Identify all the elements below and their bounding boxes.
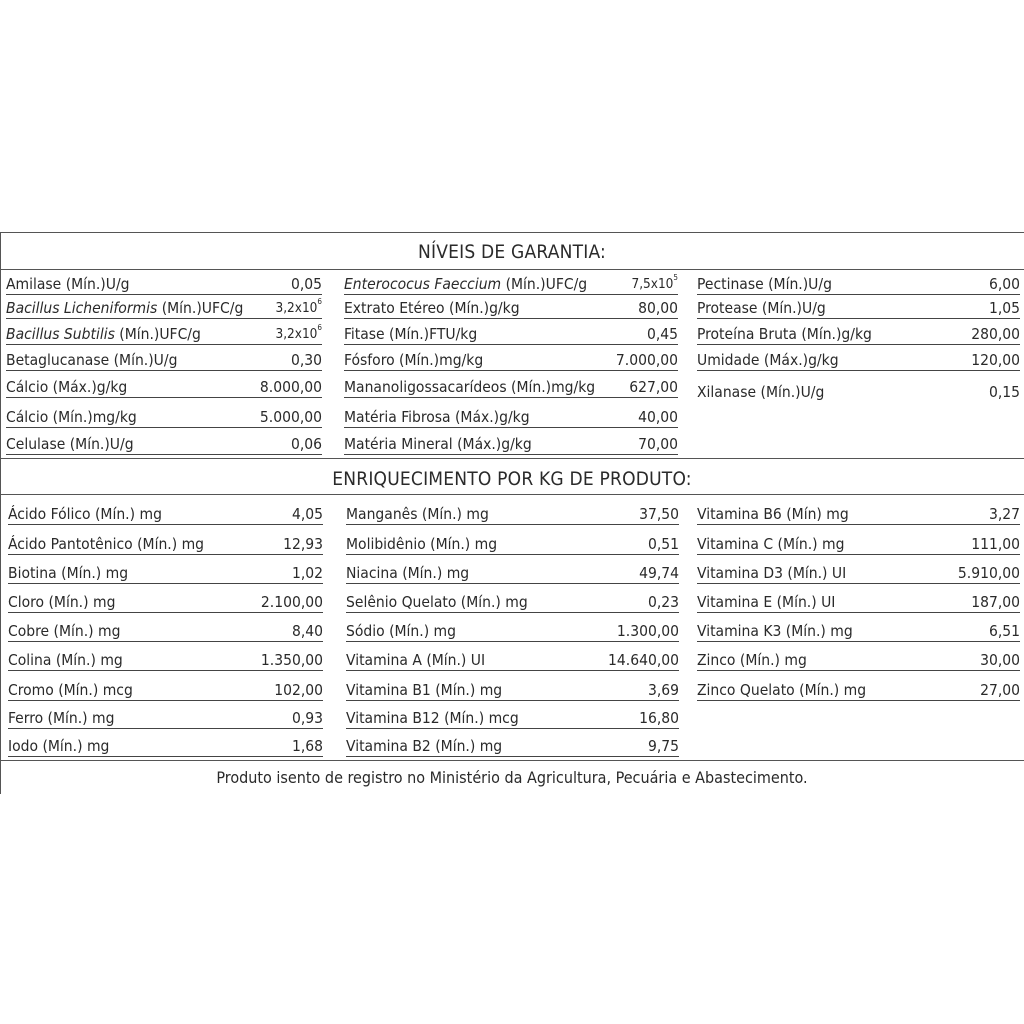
value-text: 80,00 bbox=[638, 299, 678, 317]
row-label: Extrato Etéreo (Mín.)g/kg bbox=[344, 299, 520, 317]
table-row bbox=[346, 678, 679, 701]
value-text: 3,2x10 bbox=[275, 300, 318, 316]
footer-divider bbox=[0, 760, 1024, 761]
row-value bbox=[617, 621, 679, 641]
value-text: 0,45 bbox=[646, 325, 678, 343]
table-row bbox=[697, 648, 1020, 671]
row-label: Mananoligossacarídeos (Mín.)mg/kg bbox=[344, 378, 596, 396]
row-value bbox=[638, 407, 678, 427]
row-label: Vitamina A (Mín.) UI bbox=[346, 651, 486, 669]
row-value bbox=[291, 350, 322, 370]
value-text: 37,50 bbox=[639, 505, 679, 523]
row-value bbox=[980, 650, 1020, 670]
value-text: 1,02 bbox=[291, 564, 323, 582]
value-text: 627,00 bbox=[629, 378, 678, 396]
value-text: 1.350,00 bbox=[260, 651, 323, 669]
value-text: 12,93 bbox=[283, 535, 323, 553]
row-label: Vitamina E (Mín.) UI bbox=[697, 593, 836, 611]
row-label: Cloro (Mín.) mg bbox=[8, 593, 116, 611]
row-value bbox=[292, 736, 323, 756]
value-text: 49,74 bbox=[639, 564, 679, 582]
row-label: Ferro (Mín.) mg bbox=[8, 709, 115, 727]
organism-name: Bacillus Licheniformis bbox=[6, 299, 158, 317]
row-value bbox=[283, 534, 323, 554]
row-value bbox=[980, 680, 1020, 700]
table-row bbox=[697, 272, 1020, 295]
row-label: Manganês (Mín.) mg bbox=[346, 505, 489, 523]
organism-name: Bacillus Subtilis bbox=[6, 325, 115, 343]
table-row bbox=[697, 561, 1020, 584]
value-text: 2.100,00 bbox=[260, 593, 323, 611]
table-row bbox=[6, 405, 322, 428]
value-text: 5.910,00 bbox=[957, 564, 1020, 582]
table-row bbox=[8, 561, 323, 584]
unit-label: (Mín.)UFC/g bbox=[114, 325, 201, 343]
table-row bbox=[346, 706, 679, 729]
value-text: 16,80 bbox=[639, 709, 679, 727]
row-label: Colina (Mín.) mg bbox=[8, 651, 123, 669]
row-value bbox=[292, 504, 323, 524]
table-row bbox=[344, 272, 678, 295]
row-label: Celulase (Mín.)U/g bbox=[6, 435, 134, 453]
table-row bbox=[344, 322, 678, 345]
row-value bbox=[274, 680, 323, 700]
value-text: 102,00 bbox=[274, 681, 323, 699]
table-row bbox=[8, 706, 323, 729]
table-row bbox=[346, 532, 679, 555]
table-row bbox=[346, 734, 679, 757]
row-value bbox=[608, 650, 679, 670]
table-row bbox=[697, 380, 1020, 402]
value-text: 6,00 bbox=[988, 275, 1020, 293]
top-border bbox=[0, 232, 1024, 233]
row-value bbox=[639, 504, 679, 524]
row-value bbox=[648, 736, 679, 756]
value-exponent: 6 bbox=[317, 323, 322, 332]
row-label bbox=[6, 298, 243, 318]
row-value bbox=[958, 563, 1020, 583]
row-value bbox=[639, 563, 679, 583]
value-text: 0,06 bbox=[290, 435, 322, 453]
unit-label: (Mín.)UFC/g bbox=[501, 275, 588, 293]
row-value bbox=[292, 708, 323, 728]
table-row bbox=[346, 619, 679, 642]
value-exponent: 6 bbox=[317, 297, 322, 306]
row-value bbox=[989, 504, 1020, 524]
table-row bbox=[6, 375, 322, 398]
value-text: 30,00 bbox=[980, 651, 1020, 669]
row-label: Vitamina B1 (Mín.) mg bbox=[346, 681, 503, 699]
value-text: 9,75 bbox=[647, 737, 679, 755]
row-value bbox=[261, 650, 323, 670]
table-row bbox=[344, 348, 678, 371]
row-label: Pectinase (Mín.)U/g bbox=[697, 275, 832, 293]
table-row bbox=[8, 532, 323, 555]
value-text: 6,51 bbox=[988, 622, 1020, 640]
value-text: 280,00 bbox=[971, 325, 1020, 343]
nutrition-table bbox=[0, 232, 1024, 794]
row-value bbox=[292, 563, 323, 583]
value-text: 0,93 bbox=[291, 709, 323, 727]
value-text: 27,00 bbox=[980, 681, 1020, 699]
row-label: Fósforo (Mín.)mg/kg bbox=[344, 351, 484, 369]
row-label: Amilase (Mín.)U/g bbox=[6, 275, 130, 293]
table-row bbox=[6, 432, 322, 455]
row-label: Sódio (Mín.) mg bbox=[346, 622, 456, 640]
table-row bbox=[346, 502, 679, 525]
enriquecimento-title-underline bbox=[0, 494, 1024, 495]
value-text: 4,05 bbox=[291, 505, 323, 523]
table-row bbox=[8, 678, 323, 701]
value-text: 7,5x10 bbox=[631, 276, 674, 292]
left-border bbox=[0, 232, 1, 794]
table-row bbox=[8, 590, 323, 613]
row-value bbox=[261, 592, 323, 612]
row-value bbox=[292, 621, 323, 641]
row-label: Cromo (Mín.) mcg bbox=[8, 681, 133, 699]
row-label: Xilanase (Mín.)U/g bbox=[697, 383, 825, 401]
table-row bbox=[697, 322, 1020, 345]
row-label: Matéria Mineral (Máx.)g/kg bbox=[344, 435, 532, 453]
row-value bbox=[989, 298, 1020, 318]
table-row bbox=[344, 375, 678, 398]
row-value bbox=[631, 268, 678, 294]
value-text: 7.000,00 bbox=[615, 351, 678, 369]
value-text: 0,23 bbox=[647, 593, 679, 611]
row-label: Iodo (Mín.) mg bbox=[8, 737, 110, 755]
row-value bbox=[989, 621, 1020, 641]
table-row bbox=[8, 619, 323, 642]
row-value bbox=[971, 324, 1020, 344]
value-text: 3,69 bbox=[647, 681, 679, 699]
value-text: 1,68 bbox=[291, 737, 323, 755]
table-row bbox=[697, 619, 1020, 642]
row-value bbox=[971, 592, 1020, 612]
row-label: Vitamina K3 (Mín.) mg bbox=[697, 622, 853, 640]
enriquecimento-title: ENRIQUECIMENTO POR KG DE PRODUTO: bbox=[332, 468, 692, 490]
row-label: Vitamina B6 (Mín) mg bbox=[697, 505, 849, 523]
table-row bbox=[6, 296, 322, 319]
table-row bbox=[697, 532, 1020, 555]
row-value bbox=[647, 324, 678, 344]
table-row bbox=[8, 734, 323, 757]
value-text: 1.300,00 bbox=[616, 622, 679, 640]
row-label: Betaglucanase (Mín.)U/g bbox=[6, 351, 178, 369]
row-label bbox=[6, 324, 201, 344]
table-row bbox=[697, 348, 1020, 371]
value-text: 8.000,00 bbox=[259, 378, 322, 396]
row-label: Cálcio (Mín.)mg/kg bbox=[6, 408, 137, 426]
table-row bbox=[346, 590, 679, 613]
niveis-title: NÍVEIS DE GARANTIA: bbox=[418, 241, 606, 263]
row-value bbox=[989, 382, 1020, 402]
row-label bbox=[344, 274, 587, 294]
row-label: Cobre (Mín.) mg bbox=[8, 622, 121, 640]
value-text: 120,00 bbox=[971, 351, 1020, 369]
value-text: 3,2x10 bbox=[275, 326, 318, 342]
row-value bbox=[648, 592, 679, 612]
row-value bbox=[291, 274, 322, 294]
row-label: Ácido Pantotênico (Mín.) mg bbox=[8, 535, 205, 553]
row-value bbox=[971, 350, 1020, 370]
row-value bbox=[648, 680, 679, 700]
value-text: 0,51 bbox=[647, 535, 679, 553]
row-value bbox=[971, 534, 1020, 554]
row-value bbox=[275, 292, 322, 318]
table-row bbox=[697, 502, 1020, 525]
value-text: 70,00 bbox=[638, 435, 678, 453]
row-label: Umidade (Máx.)g/kg bbox=[697, 351, 839, 369]
value-text: 8,40 bbox=[291, 622, 323, 640]
section-divider bbox=[0, 458, 1024, 459]
row-label: Zinco (Mín.) mg bbox=[697, 651, 807, 669]
row-value bbox=[989, 274, 1020, 294]
value-text: 14.640,00 bbox=[608, 651, 679, 669]
row-label: Cálcio (Máx.)g/kg bbox=[6, 378, 128, 396]
row-label: Niacina (Mín.) mg bbox=[346, 564, 470, 582]
organism-name: Enterococus Faeccium bbox=[344, 275, 502, 293]
value-text: 111,00 bbox=[971, 535, 1020, 553]
value-text: 40,00 bbox=[638, 408, 678, 426]
row-label: Biotina (Mín.) mg bbox=[8, 564, 129, 582]
niveis-title-underline bbox=[0, 269, 1024, 270]
value-text: 0,15 bbox=[988, 383, 1020, 401]
unit-label: (Mín.)UFC/g bbox=[157, 299, 244, 317]
row-value bbox=[638, 298, 678, 318]
value-text: 5.000,00 bbox=[259, 408, 322, 426]
table-row bbox=[697, 678, 1020, 701]
row-label: Vitamina B2 (Mín.) mg bbox=[346, 737, 503, 755]
row-value bbox=[260, 377, 322, 397]
row-value bbox=[275, 318, 322, 344]
table-row bbox=[346, 648, 679, 671]
row-value bbox=[639, 708, 679, 728]
table-row bbox=[6, 348, 322, 371]
value-text: 1,05 bbox=[988, 299, 1020, 317]
row-value bbox=[629, 377, 678, 397]
row-label: Molibidênio (Mín.) mg bbox=[346, 535, 498, 553]
footer-note: Produto isento de registro no Ministério da Agricultura, Pecuária e Abastecimento. bbox=[216, 768, 808, 787]
table-row bbox=[6, 322, 322, 345]
row-label: Zinco Quelato (Mín.) mg bbox=[697, 681, 867, 699]
value-exponent: 5 bbox=[673, 273, 678, 282]
row-label: Vitamina D3 (Mín.) UI bbox=[697, 564, 847, 582]
value-text: 187,00 bbox=[971, 593, 1020, 611]
row-label: Ácido Fólico (Mín.) mg bbox=[8, 505, 162, 523]
row-label: Protease (Mín.)U/g bbox=[697, 299, 826, 317]
row-label: Fitase (Mín.)FTU/kg bbox=[344, 325, 478, 343]
table-row bbox=[344, 432, 678, 455]
value-text: 0,30 bbox=[290, 351, 322, 369]
table-row bbox=[8, 648, 323, 671]
row-label: Proteína Bruta (Mín.)g/kg bbox=[697, 325, 872, 343]
row-label: Vitamina C (Mín.) mg bbox=[697, 535, 845, 553]
row-label: Selênio Quelato (Mín.) mg bbox=[346, 593, 528, 611]
row-value bbox=[616, 350, 678, 370]
table-row bbox=[697, 296, 1020, 319]
row-value bbox=[638, 434, 678, 454]
row-value bbox=[291, 434, 322, 454]
row-value bbox=[648, 534, 679, 554]
table-row bbox=[344, 405, 678, 428]
table-row bbox=[346, 561, 679, 584]
table-row bbox=[697, 590, 1020, 613]
table-row bbox=[344, 296, 678, 319]
value-text: 0,05 bbox=[290, 275, 322, 293]
value-text: 3,27 bbox=[988, 505, 1020, 523]
table-row bbox=[8, 502, 323, 525]
row-value bbox=[260, 407, 322, 427]
row-label: Vitamina B12 (Mín.) mcg bbox=[346, 709, 519, 727]
row-label: Matéria Fibrosa (Máx.)g/kg bbox=[344, 408, 530, 426]
